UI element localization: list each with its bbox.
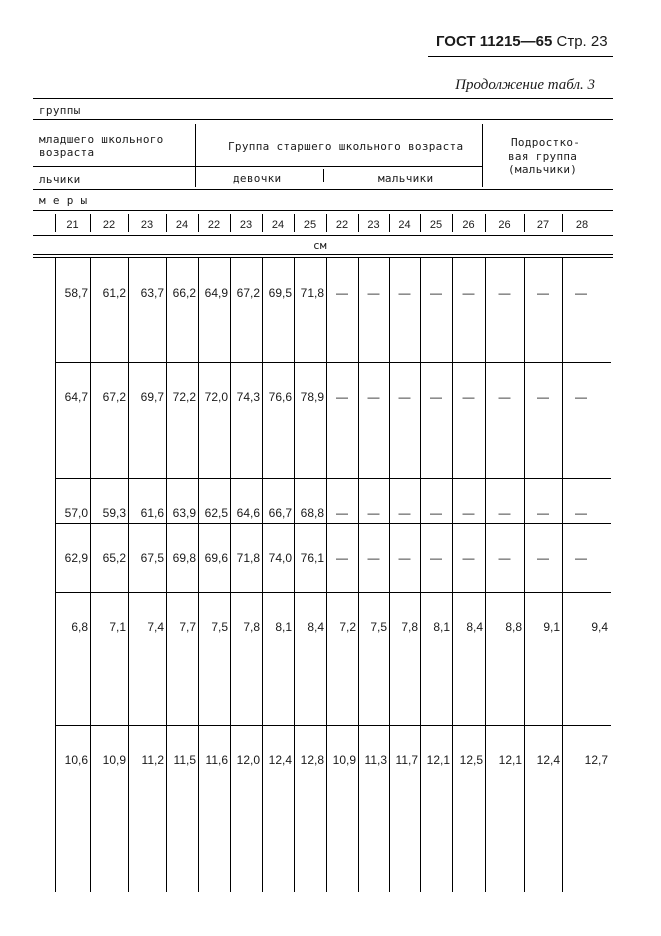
table-cell: 7,8 [243, 620, 260, 634]
table-cell: 12,1 [498, 753, 522, 767]
table-cell: 8,4 [466, 620, 483, 634]
column-rule [128, 258, 129, 892]
column-number-divider [128, 214, 129, 232]
table-cell: 6,8 [71, 620, 88, 634]
table-cell: 71,8 [300, 286, 324, 300]
empty-cell-dash: — [336, 551, 348, 565]
table-cell: 67,2 [236, 286, 260, 300]
column-number: 24 [271, 219, 285, 231]
junior-group-label: младшего школьного [39, 133, 164, 146]
empty-cell-dash: — [367, 506, 380, 520]
column-number: 26 [462, 219, 475, 231]
row-divider [55, 362, 611, 363]
column-number: 25 [429, 219, 443, 231]
column-number-divider [420, 214, 421, 232]
column-number-divider [166, 214, 167, 232]
column-number-divider [326, 214, 327, 232]
column-number-divider [389, 214, 390, 232]
column-rule [389, 258, 390, 892]
table-cell: 7,4 [147, 620, 164, 634]
table-cell: 74,0 [268, 551, 292, 565]
table-cell: 72,2 [172, 390, 196, 404]
table-cell: 7,5 [211, 620, 228, 634]
empty-cell-dash: — [498, 551, 511, 565]
teen-group-label-cont: вая группа [508, 150, 578, 163]
table-cell: 8,4 [307, 620, 324, 634]
standard-number: ГОСТ 11215—65 [436, 33, 553, 50]
table-cell: 67,5 [140, 551, 164, 565]
empty-cell-dash: — [498, 286, 511, 300]
page-header [436, 33, 608, 50]
table-caption: Продолжение табл. 3 [455, 77, 595, 93]
table-cell: 8,8 [505, 620, 522, 634]
table-cell: 72,0 [204, 390, 228, 404]
column-number: 22 [335, 219, 349, 231]
table-cell: 10,9 [102, 753, 126, 767]
table-cell: 62,5 [204, 506, 228, 520]
empty-cell-dash: — [498, 506, 511, 520]
column-number: 26 [498, 219, 511, 231]
empty-cell-dash: — [462, 390, 475, 404]
column-rule [262, 258, 263, 892]
empty-cell-dash: — [398, 390, 411, 404]
table-cell: 65,2 [102, 551, 126, 565]
table-cell: 63,9 [172, 506, 196, 520]
empty-cell-dash: — [336, 506, 348, 520]
row-divider [55, 478, 611, 479]
column-rule [198, 258, 199, 892]
column-number-divider [230, 214, 231, 232]
column-rule [166, 258, 167, 892]
column-number-divider [452, 214, 453, 232]
empty-cell-dash: — [462, 506, 475, 520]
empty-cell-dash: — [336, 286, 348, 300]
column-rule [90, 258, 91, 892]
column-rule [358, 258, 359, 892]
junior-group-label-cont: возраста [39, 146, 95, 159]
table-cell: 64,7 [64, 390, 88, 404]
table-cell: 9,1 [543, 620, 560, 634]
table-cell: 57,0 [64, 506, 88, 520]
table-cell: 12,8 [300, 753, 324, 767]
column-number-divider [524, 214, 525, 232]
column-number: 23 [140, 219, 154, 231]
empty-cell-dash: — [575, 286, 587, 300]
column-number: 21 [66, 219, 79, 231]
table-cell: 67,2 [102, 390, 126, 404]
table-cell: 69,7 [140, 390, 164, 404]
table-cell: 12,5 [459, 753, 483, 767]
column-rule [562, 258, 563, 892]
table-cell: 11,3 [364, 753, 387, 767]
page-number: Стр. 23 [556, 33, 608, 50]
table-cell: 12,1 [426, 753, 450, 767]
groups-label: группы [39, 104, 81, 117]
column-number: 22 [102, 219, 116, 231]
table-cell: 11,5 [173, 753, 196, 767]
empty-cell-dash: — [430, 506, 442, 520]
table-cell: 11,7 [395, 753, 418, 767]
table-cell: 7,7 [179, 620, 196, 634]
empty-cell-dash: — [537, 551, 549, 565]
table-cell: 68,8 [300, 506, 324, 520]
column-number-divider [485, 214, 486, 232]
column-rule [485, 258, 486, 892]
table-cell: 12,4 [536, 753, 560, 767]
column-rule [294, 258, 295, 892]
table-cell: 7,5 [370, 620, 387, 634]
empty-cell-dash: — [575, 551, 587, 565]
unit-label: см [313, 239, 327, 252]
girls-label: девочки [233, 172, 282, 185]
column-rule [452, 258, 453, 892]
teen-group-label-boys: (мальчики) [508, 163, 578, 176]
empty-cell-dash: — [398, 286, 411, 300]
table-cell: 10,9 [332, 753, 356, 767]
row-divider [55, 725, 611, 726]
table-cell: 11,2 [141, 753, 164, 767]
empty-cell-dash: — [398, 551, 411, 565]
column-number-divider [294, 214, 295, 232]
table-cell: 76,6 [268, 390, 292, 404]
table-cell: 69,6 [204, 551, 228, 565]
empty-cell-dash: — [430, 286, 442, 300]
column-number: 27 [536, 219, 550, 231]
boys-label: мальчики [378, 172, 434, 185]
column-rule [524, 258, 525, 892]
table-cell: 8,1 [433, 620, 450, 634]
column-number: 23 [239, 219, 253, 231]
table-cell: 78,9 [300, 390, 324, 404]
table-cell: 69,5 [268, 286, 292, 300]
table-cell: 66,7 [268, 506, 292, 520]
header-rule [428, 56, 613, 57]
table-cell: 71,8 [236, 551, 260, 565]
table-cell: 7,8 [401, 620, 418, 634]
table-cell: 61,2 [102, 286, 126, 300]
table-cell: 58,7 [64, 286, 88, 300]
boys-junior-label: льчики [39, 173, 81, 186]
table-cell: 12,4 [268, 753, 292, 767]
table-cell: 9,4 [591, 620, 608, 634]
table-cell: 64,6 [236, 506, 260, 520]
empty-cell-dash: — [430, 551, 442, 565]
column-number-divider [198, 214, 199, 232]
empty-cell-dash: — [367, 551, 380, 565]
table-cell: 69,8 [172, 551, 196, 565]
column-rule [326, 258, 327, 892]
column-number-divider [55, 214, 56, 232]
table-cell: 62,9 [64, 551, 88, 565]
table-cell: 76,1 [300, 551, 324, 565]
column-rule [420, 258, 421, 892]
empty-cell-dash: — [537, 286, 549, 300]
empty-cell-dash: — [575, 506, 587, 520]
column-number: 23 [367, 219, 380, 231]
table-cell: 7,1 [109, 620, 126, 634]
table-cell: 61,6 [140, 506, 164, 520]
empty-cell-dash: — [462, 551, 475, 565]
empty-cell-dash: — [430, 390, 442, 404]
table-cell: 8,1 [275, 620, 292, 634]
table-cell: 7,2 [339, 620, 356, 634]
table-cell: 59,3 [102, 506, 126, 520]
empty-cell-dash: — [398, 506, 411, 520]
table-cell: 63,7 [140, 286, 164, 300]
table-cell: 12,7 [584, 753, 608, 767]
table-cell: 64,9 [204, 286, 228, 300]
table-cell: 66,2 [172, 286, 196, 300]
column-number: 24 [398, 219, 411, 231]
row-divider [55, 523, 611, 524]
empty-cell-dash: — [367, 390, 380, 404]
empty-cell-dash: — [537, 506, 549, 520]
empty-cell-dash: — [498, 390, 511, 404]
teen-group-label: Подростко- [511, 136, 581, 149]
empty-cell-dash: — [575, 390, 587, 404]
empty-cell-dash: — [367, 286, 380, 300]
column-number: 25 [303, 219, 317, 231]
table-cell: 11,6 [205, 753, 228, 767]
empty-cell-dash: — [537, 390, 549, 404]
measures-label: м е р ы [39, 194, 88, 207]
empty-cell-dash: — [462, 286, 475, 300]
table-cell: 74,3 [236, 390, 260, 404]
column-rule [55, 258, 56, 892]
table-cell: 10,6 [64, 753, 88, 767]
table-cell: 12,0 [236, 753, 260, 767]
senior-group-label: Группа старшего школьного возраста [228, 140, 464, 153]
column-number: 28 [575, 219, 589, 231]
column-number: 22 [207, 219, 221, 231]
column-rule [230, 258, 231, 892]
row-divider [55, 592, 611, 593]
column-number: 24 [175, 219, 189, 231]
column-number-divider [358, 214, 359, 232]
column-number-divider [562, 214, 563, 232]
column-number-divider [90, 214, 91, 232]
column-number-divider [262, 214, 263, 232]
empty-cell-dash: — [336, 390, 348, 404]
